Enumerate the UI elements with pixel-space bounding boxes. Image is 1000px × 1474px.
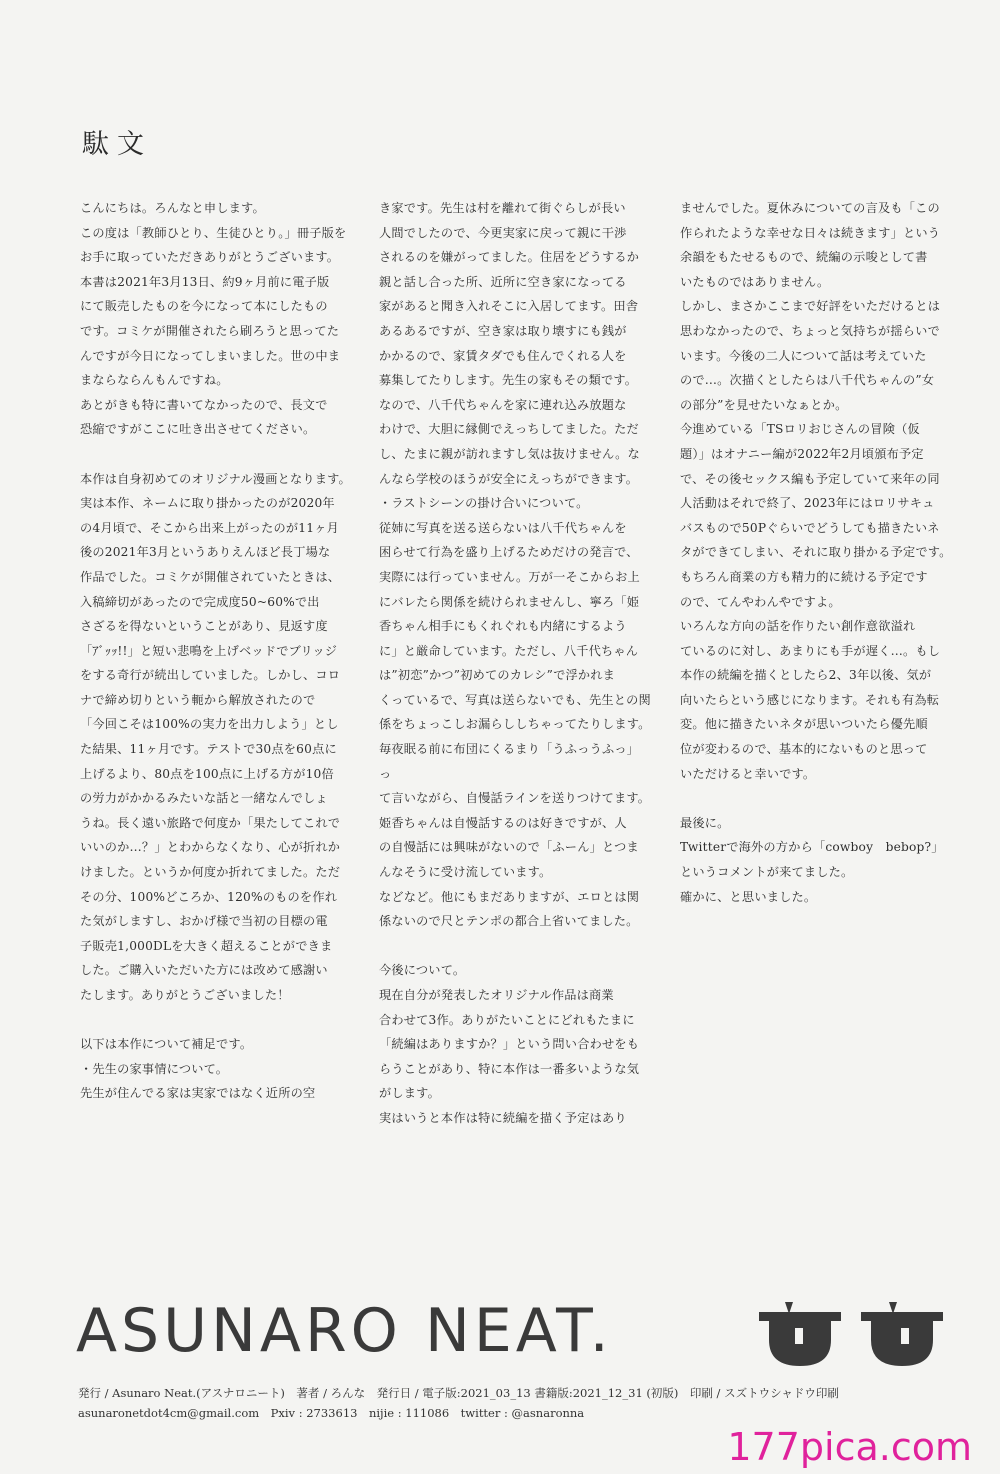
text-line: ませんでした。夏休みについての言及も「この	[680, 201, 940, 215]
text-line: は”初恋”かつ”初めてのカレシ”で浮かれま	[379, 668, 616, 683]
brand-logo-icon	[755, 1300, 950, 1375]
text-line: んなら学校のほうが安全にえっちができます。	[379, 471, 639, 486]
text-line: たします。ありがとうございました！	[80, 988, 290, 1002]
text-line: 困らせて行為を盛り上げるためだけの発言で、	[379, 545, 639, 560]
text-line	[80, 1008, 352, 1033]
text-line: さざるを得ないということがあり、見返す度	[80, 619, 328, 634]
text-line: 人活動はそれで終了、2023年にはロリサキュ	[680, 496, 935, 511]
text-line: た結果、11ヶ月です。テストで30点を60点に	[80, 742, 337, 757]
text-line: 係ないので尺とテンポの都合上省いてました。	[379, 914, 639, 929]
text-line: いただけると幸いです。	[680, 766, 816, 781]
text-line: をする奇行が続出していました。しかし、コロ	[80, 668, 341, 683]
text-line: 香ちゃん相手にもくれぐれも内緒にするよう	[379, 619, 627, 634]
text-line: がします。	[379, 1086, 440, 1101]
text-line: にて販売したものを今になって本にしたもの	[80, 299, 328, 314]
text-line: ているのに対し、あまりにも手が遅く…。もし	[680, 643, 941, 658]
text-line: 親と話し合った所、近所に空き家になってる	[379, 274, 627, 289]
text-line: し、たまに親が訪れますし気は抜けません。な	[379, 446, 640, 461]
text-line: ・ラストシーンの掛け合いについて。	[379, 496, 589, 511]
text-line: されるのを嫌がってました。住居をどうするか	[379, 250, 640, 265]
text-line: 毎夜眠る前に布団にくるまり「うふっうふっ」っ	[379, 742, 640, 781]
text-line: 後の2021年3月というありえんほど長丁場な	[80, 545, 331, 560]
text-line: 募集してたりします。先生の家もその類です。	[379, 373, 638, 388]
text-line: もちろん商業の方も精力的に続ける予定です	[680, 569, 928, 584]
text-line: の自慢話には興味がないので「ふーん」とつま	[379, 840, 639, 855]
text-line: の労力がかかるみたいな話と一緒なんでしょ	[80, 791, 328, 806]
text-line: 係をちょっこしお漏らししちゃってたりします。	[379, 717, 651, 732]
text-line: というコメントが来てました。	[680, 865, 854, 880]
text-line: 最後に。	[680, 815, 730, 830]
text-line: Twitterで海外の方から「cowboy bebop?」	[680, 840, 944, 855]
text-line: 従姉に写真を送る送らないは八千代ちゃんを	[379, 520, 627, 535]
text-line: て言いながら、自慢話ラインを送りつけてます。	[379, 791, 651, 806]
text-line: 作品でした。コミケが開催されていたときは、	[80, 569, 341, 584]
text-line: 今進めている「TSロリおじさんの冒険（仮	[680, 422, 920, 437]
text-line: いたものではありません。	[680, 274, 830, 289]
text-line: 余韻をもたせるもので、続編の示唆として書	[680, 250, 928, 265]
text-line: あるあるですが、空き家は取り壊すにも銭が	[379, 323, 627, 338]
text-line: 以下は本作について補足です。	[80, 1037, 253, 1052]
text-line: わけで、大胆に縁側でえっちしてました。ただ	[379, 422, 639, 437]
text-line: うね。長く遠い旅路で何度か「果たしてこれで	[80, 815, 341, 830]
text-line: です。コミケが開催されたら刷ろうと思ってた	[80, 323, 340, 338]
colophon-contact-line: asunaronetdot4cm@gmail.com Pxiv : 2733613 nijie : 111086 twitter : @asnaronna	[78, 1406, 585, 1420]
text-line: その分、100%どころか、120%のものを作れ	[80, 889, 338, 904]
text-line: 題）」はオナニー編が2022年2月頃頒布予定	[680, 446, 924, 461]
text-line: こんにちは。ろんなと申します。	[80, 201, 265, 215]
text-line: けました。というか何度か折れてました。ただ	[80, 865, 341, 880]
text-line: 実はいうと本作は特に続編を描く予定はあり	[379, 1110, 627, 1125]
text-line: 本書は2021年3月13日、約9ヶ月前に電子版	[80, 274, 330, 289]
text-line: た気がしますし、おかげ様で当初の目標の電	[80, 914, 328, 929]
text-column-2	[379, 196, 651, 1131]
text-line: 変。他に描きたいネタが思いついたら優先順	[680, 717, 928, 732]
text-line: タができてしまい、それに取り掛かる予定です。	[680, 545, 952, 560]
text-line: に」と厳命しています。ただし、八千代ちゃん	[379, 643, 639, 658]
text-line: 恐縮ですがここに吐き出させてください。	[80, 422, 316, 437]
text-line: 実際には行っていません。万が一そこからお上	[379, 569, 640, 584]
text-line	[80, 442, 352, 467]
text-line: いろんな方向の話を作りたい創作意欲溢れ	[680, 619, 916, 634]
text-line: の部分”を見せたいなぁとか。	[680, 397, 848, 412]
text-line: ので…。次描くとしたらは八千代ちゃんの”女	[680, 373, 935, 388]
text-line: お手に取っていただきありがとうございます。	[80, 250, 340, 265]
text-line: まならならんもんですね。	[80, 373, 229, 388]
text-line: この度は「教師ひとり、生徒ひとり。」冊子版を	[80, 225, 347, 240]
text-line: 現在自分が発表したオリジナル作品は商業	[379, 988, 614, 1002]
text-line: 先生が住んでる家は実家ではなく近所の空	[80, 1086, 316, 1101]
text-column-1	[80, 196, 352, 1106]
text-line: 姫香ちゃんは自慢話するのは好きですが、人	[379, 815, 627, 830]
text-line: 向いたらという感じになります。それも有為転	[680, 692, 940, 707]
text-line: の4月頃で、そこから出来上がったのが11ヶ月	[80, 520, 339, 535]
text-line: ナで締め切りという軛から解放されたので	[80, 692, 316, 707]
text-line: 本作は自身初めてのオリジナル漫画となります。	[80, 471, 351, 486]
text-line: 子販売1,000DLを大きく超えることができま	[80, 938, 333, 953]
text-line: 本作の続編を描くとしたら2、3年以後、気が	[680, 668, 932, 683]
text-line: 実は本作、ネームに取り掛かったのが2020年	[80, 496, 335, 511]
text-line: バスもので50Pぐらいでどうしても描きたいネ	[680, 520, 940, 535]
text-line: ・先生の家事情について。	[80, 1061, 229, 1076]
text-line	[379, 934, 651, 959]
text-line: 家があると聞き入れそこに入居してます。田舎	[379, 299, 639, 314]
text-line: なので、八千代ちゃんを家に連れ込み放題な	[379, 397, 627, 412]
text-line: らうことがあり、特に本作は一番多いような気	[379, 1061, 640, 1076]
text-line: くっているで、写真は送らないでも、先生との関	[379, 692, 651, 707]
text-line: 確かに、と思いました。	[680, 889, 817, 904]
text-line: 「ｱﾞｯｯ!!」と短い悲鳴を上げベッドでブリッジ	[80, 643, 338, 658]
brand-wordmark: ASUNARO NEAT.	[76, 1296, 613, 1366]
text-line: き家です。先生は村を離れて街ぐらしが長い	[379, 201, 626, 215]
text-line: 入稿締切があったので完成度50~60%で出	[80, 594, 320, 609]
text-line: あとがきも特に書いてなかったので、長文で	[80, 397, 328, 412]
text-line: 思わなかったので、ちょっと気持ちが揺らいで	[680, 323, 940, 338]
text-line: にバレたら関係を続けられませんし、寧ろ「姫	[379, 594, 640, 609]
text-column-3	[680, 196, 952, 909]
text-line	[680, 786, 952, 811]
text-line: いいのか…？」とわからなくなり、心が折れか	[80, 840, 341, 855]
text-line: んなそうに受け流しています。	[379, 865, 552, 880]
text-line: 上げるより、80点を100点に上げる方が10倍	[80, 766, 334, 781]
text-line: などなど。他にもまだありますが、エロとは関	[379, 889, 640, 904]
page-title: 駄文	[82, 129, 152, 160]
text-line: ので、てんやわんやですよ。	[680, 594, 841, 609]
text-line: 人間でしたので、今更実家に戻って親に干渉	[379, 225, 627, 240]
text-line: 作られたような幸せな日々は続きます」という	[680, 225, 941, 240]
text-line: 今後について。	[379, 963, 466, 978]
text-line: います。今後の二人について話は考えていた	[680, 348, 927, 363]
text-line: した。ご購入いただいた方には改めて感謝い	[80, 963, 328, 978]
text-line: んですが今日になってしまいました。世の中ま	[80, 348, 341, 363]
colophon-publisher-line: 発行 / Asunaro Neat.(アスナロニート) 著者 / ろんな 発行日 / 電子版:2021_03_13 書籍版:2021_12_31 (初版) 印刷 / スズトウシャドウ印刷	[78, 1386, 839, 1400]
text-line: かかるので、家賃タダでも住んでくれる人を	[379, 348, 627, 363]
text-line: 合わせて3作。ありがたいことにどれもたまに	[379, 1012, 635, 1027]
text-line: で、その後セックス編も予定していて来年の同	[680, 471, 940, 486]
text-line: 「続編はありますか？」という問い合わせをも	[379, 1037, 640, 1052]
site-watermark: 177pica.com	[727, 1425, 972, 1469]
text-line: 位が変わるので、基本的にないものと思って	[680, 742, 928, 757]
text-line: 「今回こそは100%の実力を出力しよう」とし	[80, 717, 339, 732]
text-line: しかし、まさかここまで好評をいただけるとは	[680, 299, 941, 314]
